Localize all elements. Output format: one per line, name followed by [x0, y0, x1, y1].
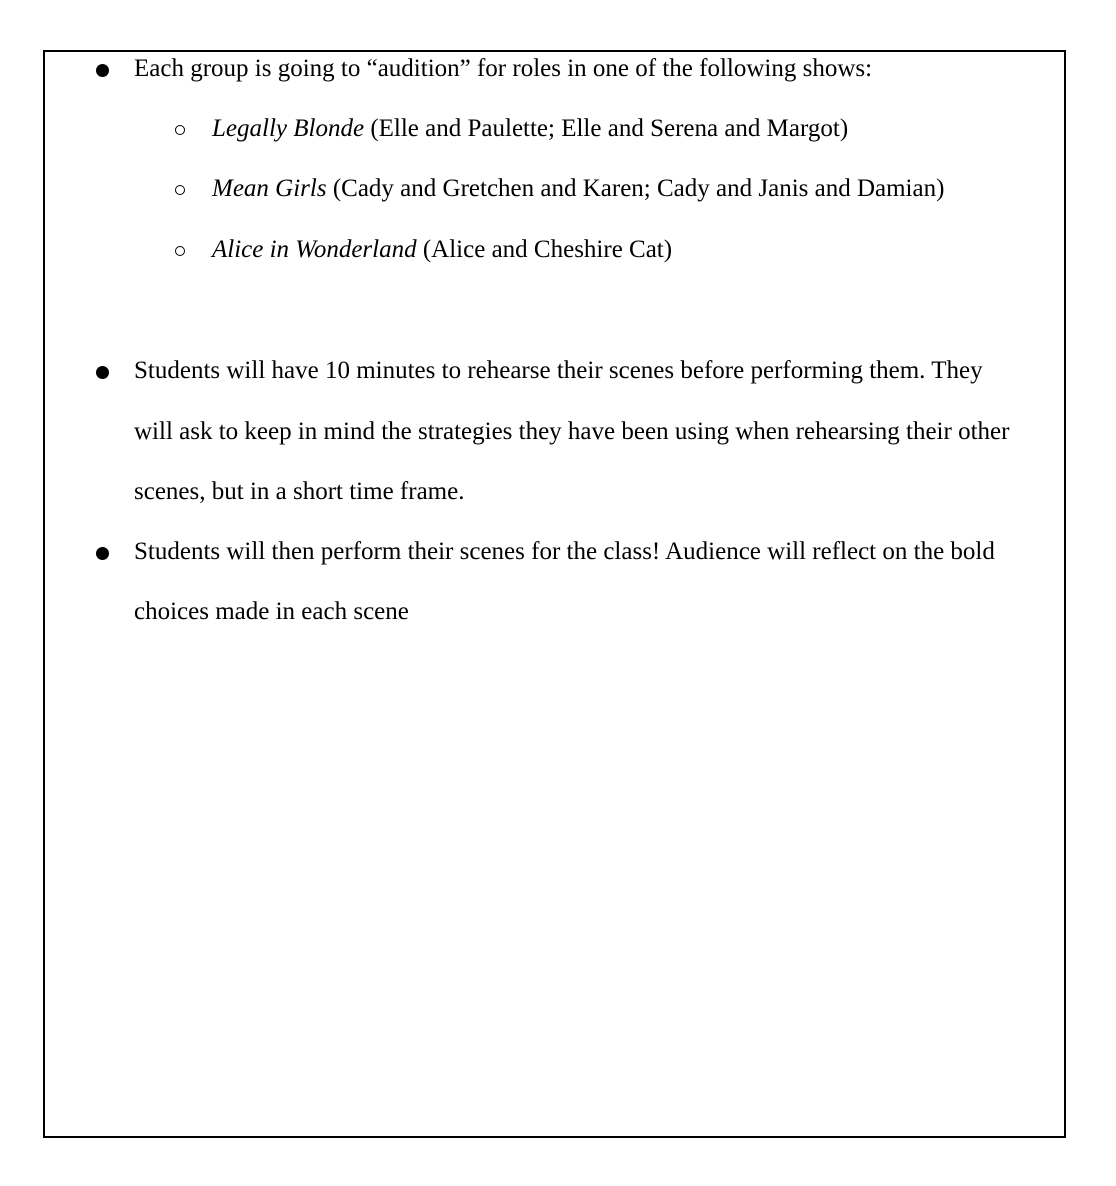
show-roles: (Elle and Paulette; Elle and Serena and Margot) — [364, 115, 849, 142]
bullet-1-text: Each group is going to “audition” for roles in one of the following shows: — [134, 55, 873, 82]
document-frame — [43, 50, 1066, 1138]
sub-bullet-icon — [175, 246, 185, 256]
show-title: Alice in Wonderland — [212, 236, 417, 263]
sub-bullet-icon — [175, 125, 185, 135]
bullet-2-line-2: will ask to keep in mind the strategies they have been using when rehearsing their other — [134, 418, 1010, 445]
bullet-icon — [96, 547, 109, 560]
bullet-2-line-1: Students will have 10 minutes to rehearse their scenes before performing them. They — [134, 357, 983, 384]
show-item-mean-girls — [212, 174, 944, 204]
bullet-icon — [96, 366, 109, 379]
show-item-alice-in-wonderland — [212, 235, 672, 265]
bullet-2-line-3: scenes, but in a short time frame. — [134, 478, 465, 505]
bullet-3-line-1: Students will then perform their scenes for the class! Audience will reflect on the bold — [134, 538, 995, 565]
show-roles: (Alice and Cheshire Cat) — [416, 236, 673, 263]
show-item-legally-blonde — [212, 114, 848, 144]
show-title: Legally Blonde — [212, 115, 365, 142]
bullet-3-line-2: choices made in each scene — [134, 598, 409, 625]
show-title: Mean Girls — [212, 175, 327, 202]
sub-bullet-icon — [175, 185, 185, 195]
bullet-icon — [96, 64, 109, 77]
show-roles: (Cady and Gretchen and Karen; Cady and Janis and Damian) — [326, 175, 945, 202]
